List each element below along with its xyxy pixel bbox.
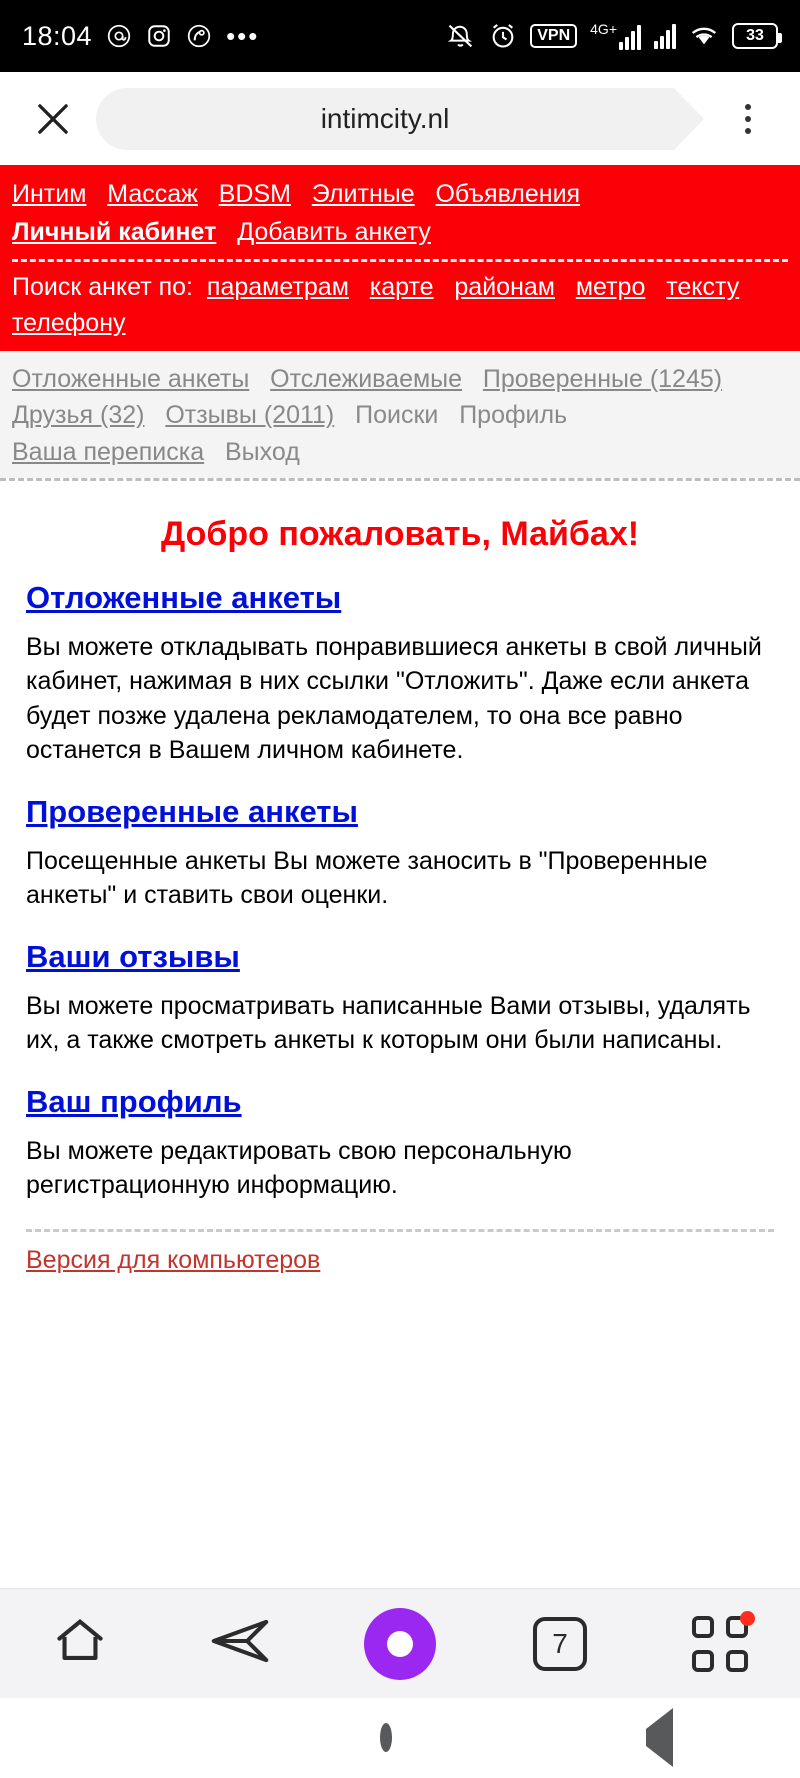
home-icon — [51, 1612, 109, 1675]
battery-level-label: 33 — [746, 27, 764, 44]
assistant-button[interactable] — [345, 1589, 455, 1699]
back-button[interactable] — [646, 1729, 673, 1747]
home-button[interactable] — [25, 1589, 135, 1699]
alarm-icon — [489, 22, 517, 50]
account-link-verified[interactable]: Проверенные (1245) — [482, 365, 723, 393]
url-text: intimcity.nl — [320, 102, 450, 134]
nav-link-bdsm[interactable]: BDSM — [218, 180, 291, 208]
battery-icon — [732, 23, 778, 49]
notification-badge — [740, 1611, 755, 1626]
search-link-text[interactable]: тексту — [666, 273, 740, 301]
share-button[interactable] — [185, 1589, 295, 1699]
status-bar — [0, 0, 800, 72]
account-link-reviews[interactable]: Отзывы (2011) — [165, 401, 335, 430]
account-link-tracked[interactable]: Отслеживаемые — [270, 365, 463, 393]
footer-divider — [26, 1229, 774, 1232]
wifi-icon — [689, 24, 719, 48]
alice-assistant-icon — [364, 1608, 436, 1680]
section-text-reviews: Вы можете просматривать написанные Вами отзывы, удалять их, а также смотреть анкеты к которым они были написаны. — [26, 991, 751, 1055]
section-text-deferred: Вы можете откладывать понравившиеся анкеты в свой личный кабинет, нажимая в них ссылки "Отложить". Даже если анкета будет позже удалена рекламодателем, то она все равно останется в Вашем личном кабинете. — [26, 632, 762, 765]
section-text-profile: Вы можете редактировать свою персональную регистрационную информацию. — [26, 1136, 572, 1200]
section-text-verified: Посещенные анкеты Вы можете заносить в "Проверенные анкеты" и ставить свои оценки. — [26, 846, 708, 910]
site-nav-row-1 — [12, 177, 788, 213]
site-main-nav — [0, 165, 800, 351]
account-nav-row-3 — [12, 434, 788, 470]
nav-divider — [12, 259, 788, 262]
vpn-icon: VPN — [530, 24, 577, 48]
search-link-phone[interactable]: телефону — [12, 308, 126, 337]
search-label: Поиск анкет по: — [12, 273, 194, 301]
desktop-version-link[interactable]: Версия для компьютеров — [26, 1245, 321, 1274]
android-navigation-bar — [0, 1698, 800, 1778]
section-heading-profile[interactable] — [26, 1084, 774, 1120]
account-nav — [0, 351, 800, 478]
home-circle-icon — [380, 1723, 392, 1752]
kebab-menu-icon[interactable] — [726, 104, 770, 134]
signal-icon — [654, 23, 676, 49]
account-link-profile[interactable]: Профиль — [459, 401, 568, 430]
apps-grid-icon — [692, 1616, 748, 1672]
search-link-parameters[interactable]: параметрам — [206, 273, 349, 301]
tabs-button[interactable] — [505, 1589, 615, 1699]
home-button-system[interactable] — [380, 1729, 392, 1747]
section-heading-verified[interactable] — [26, 794, 774, 830]
section-heading-profile-label: Ваш профиль — [26, 1083, 242, 1119]
browser-toolbar — [0, 72, 800, 165]
nav-link-ads[interactable]: Объявления — [435, 180, 581, 208]
instagram-icon — [146, 23, 172, 49]
account-nav-row-1 — [12, 361, 788, 397]
account-link-messages[interactable]: Ваша переписка — [12, 437, 205, 466]
status-bar-left — [22, 21, 259, 52]
clock-label: 18:04 — [22, 20, 93, 51]
nav-link-massage[interactable]: Массаж — [107, 180, 198, 208]
status-bar-right — [446, 22, 778, 50]
browser-bottom-toolbar — [0, 1588, 800, 1698]
search-options-row — [12, 270, 788, 341]
at-icon — [106, 23, 132, 49]
account-link-logout[interactable]: Выход — [224, 437, 300, 466]
section-heading-deferred-label: Отложенные анкеты — [26, 579, 342, 615]
address-bar[interactable] — [96, 88, 674, 150]
search-link-districts[interactable]: районам — [454, 273, 555, 301]
mute-icon — [446, 22, 476, 50]
tabs-icon — [533, 1617, 587, 1671]
account-link-deferred[interactable]: Отложенные анкеты — [12, 365, 250, 393]
apps-button[interactable] — [665, 1589, 775, 1699]
section-heading-deferred[interactable] — [26, 580, 774, 616]
section-heading-reviews[interactable] — [26, 939, 774, 975]
nav-link-elite[interactable]: Элитные — [311, 180, 415, 208]
signal-4g-icon — [590, 22, 641, 50]
account-link-friends[interactable]: Друзья (32) — [12, 401, 145, 430]
section-heading-verified-label: Проверенные анкеты — [26, 793, 358, 829]
site-nav-row-2 — [12, 213, 788, 251]
app-icon — [186, 23, 212, 49]
account-nav-row-2 — [12, 397, 788, 433]
nav-link-personal-account[interactable]: Личный кабинет — [12, 217, 217, 246]
section-heading-reviews-label: Ваши отзывы — [26, 938, 240, 974]
account-nav-divider — [0, 478, 800, 481]
send-icon — [209, 1612, 271, 1675]
network-type-label: 4G+ — [590, 21, 617, 37]
search-link-metro[interactable]: метро — [575, 273, 646, 301]
account-link-searches[interactable]: Поиски — [355, 401, 439, 430]
nav-link-add-profile[interactable]: Добавить анкету — [237, 217, 431, 246]
nav-link-intim[interactable]: Интим — [12, 180, 87, 208]
page-content — [0, 515, 800, 1293]
search-link-map[interactable]: карте — [369, 273, 434, 301]
more-dots-icon: ••• — [226, 20, 260, 51]
back-triangle-icon — [646, 1708, 673, 1767]
close-icon[interactable] — [30, 96, 76, 142]
tab-count-label: 7 — [552, 1627, 568, 1659]
page-title: Добро пожаловать, Майбах! — [160, 514, 640, 553]
